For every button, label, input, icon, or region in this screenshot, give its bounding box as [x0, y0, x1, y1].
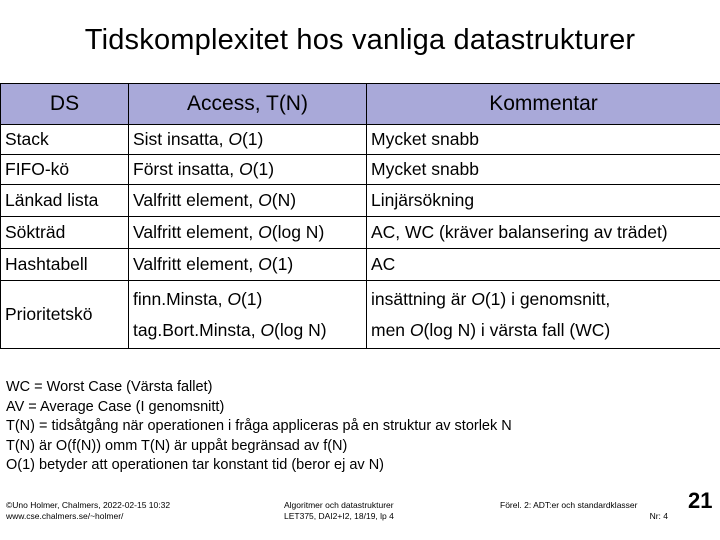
- table-row: [1, 249, 720, 281]
- cell-comment: insättning är O(1) i genomsnitt, men O(log N) i värsta fall (WC): [367, 281, 720, 349]
- footer-author: [6, 500, 170, 522]
- cell-ds: FIFO-kö: [1, 155, 129, 185]
- header-comment: Kommentar: [367, 84, 720, 125]
- footer-course: [284, 500, 394, 522]
- table-row: [1, 155, 720, 185]
- header-ds: DS: [1, 84, 129, 125]
- header-access: Access, T(N): [129, 84, 367, 125]
- footer-lecture-title: Förel. 2: ADT:er och standardklasser: [500, 500, 638, 510]
- cell-ds: Prioritetskö: [1, 281, 129, 349]
- note-line: AV = Average Case (I genomsnitt): [6, 398, 225, 415]
- cell-ds: Stack: [1, 125, 129, 155]
- footer-course-codes: LET375, DAI2+I2, 18/19, lp 4: [284, 511, 394, 521]
- table-row: [1, 217, 720, 249]
- note-line: O(1) betyder att operationen tar konstant tid (beror ej av N): [6, 457, 384, 473]
- cell-access: Valfritt element, O(log N): [129, 217, 367, 249]
- cell-ds: Hashtabell: [1, 249, 129, 281]
- note-line: WC = Worst Case (Värsta fallet): [6, 379, 213, 395]
- table-row: [1, 281, 720, 349]
- cell-access: Valfritt element, O(N): [129, 185, 367, 217]
- footer-url: www.cse.chalmers.se/~holmer/: [6, 511, 124, 521]
- cell-comment: Linjärsökning: [367, 185, 720, 217]
- note-line: T(N) är O(f(N)) omm T(N) är uppåt begränsad av f(N): [6, 437, 348, 454]
- cell-comment: AC, WC (kräver balansering av trädet): [367, 217, 720, 249]
- slide-title: Tidskomplexitet hos vanliga datastrukturer: [84, 24, 636, 56]
- cell-ds: Länkad lista: [1, 185, 129, 217]
- footer-copyright: ©Uno Holmer, Chalmers, 2022-02-15 10:32: [6, 500, 171, 510]
- footer-course-name: Algoritmer och datastrukturer: [284, 500, 394, 510]
- table-row: [1, 125, 720, 155]
- cell-access: Först insatta, O(1): [129, 155, 367, 185]
- page-number: 21: [688, 488, 713, 513]
- cell-comment: AC: [367, 249, 720, 281]
- complexity-table: [0, 83, 720, 349]
- notes-block: [6, 378, 512, 476]
- cell-access: Sist insatta, O(1): [129, 125, 367, 155]
- cell-access: Valfritt element, O(1): [129, 249, 367, 281]
- cell-access: finn.Minsta, O(1) tag.Bort.Minsta, O(log N): [129, 281, 367, 349]
- cell-ds: Sökträd: [1, 217, 129, 249]
- note-line: T(N) = tidsåtgång när operationen i fråga appliceras på en struktur av storlek N: [6, 418, 512, 434]
- cell-comment: Mycket snabb: [367, 125, 720, 155]
- footer-lecture: [500, 500, 668, 522]
- footer-number: Nr: 4: [649, 511, 668, 521]
- table-row: [1, 185, 720, 217]
- table-header-row: [1, 84, 720, 125]
- cell-comment: Mycket snabb: [367, 155, 720, 185]
